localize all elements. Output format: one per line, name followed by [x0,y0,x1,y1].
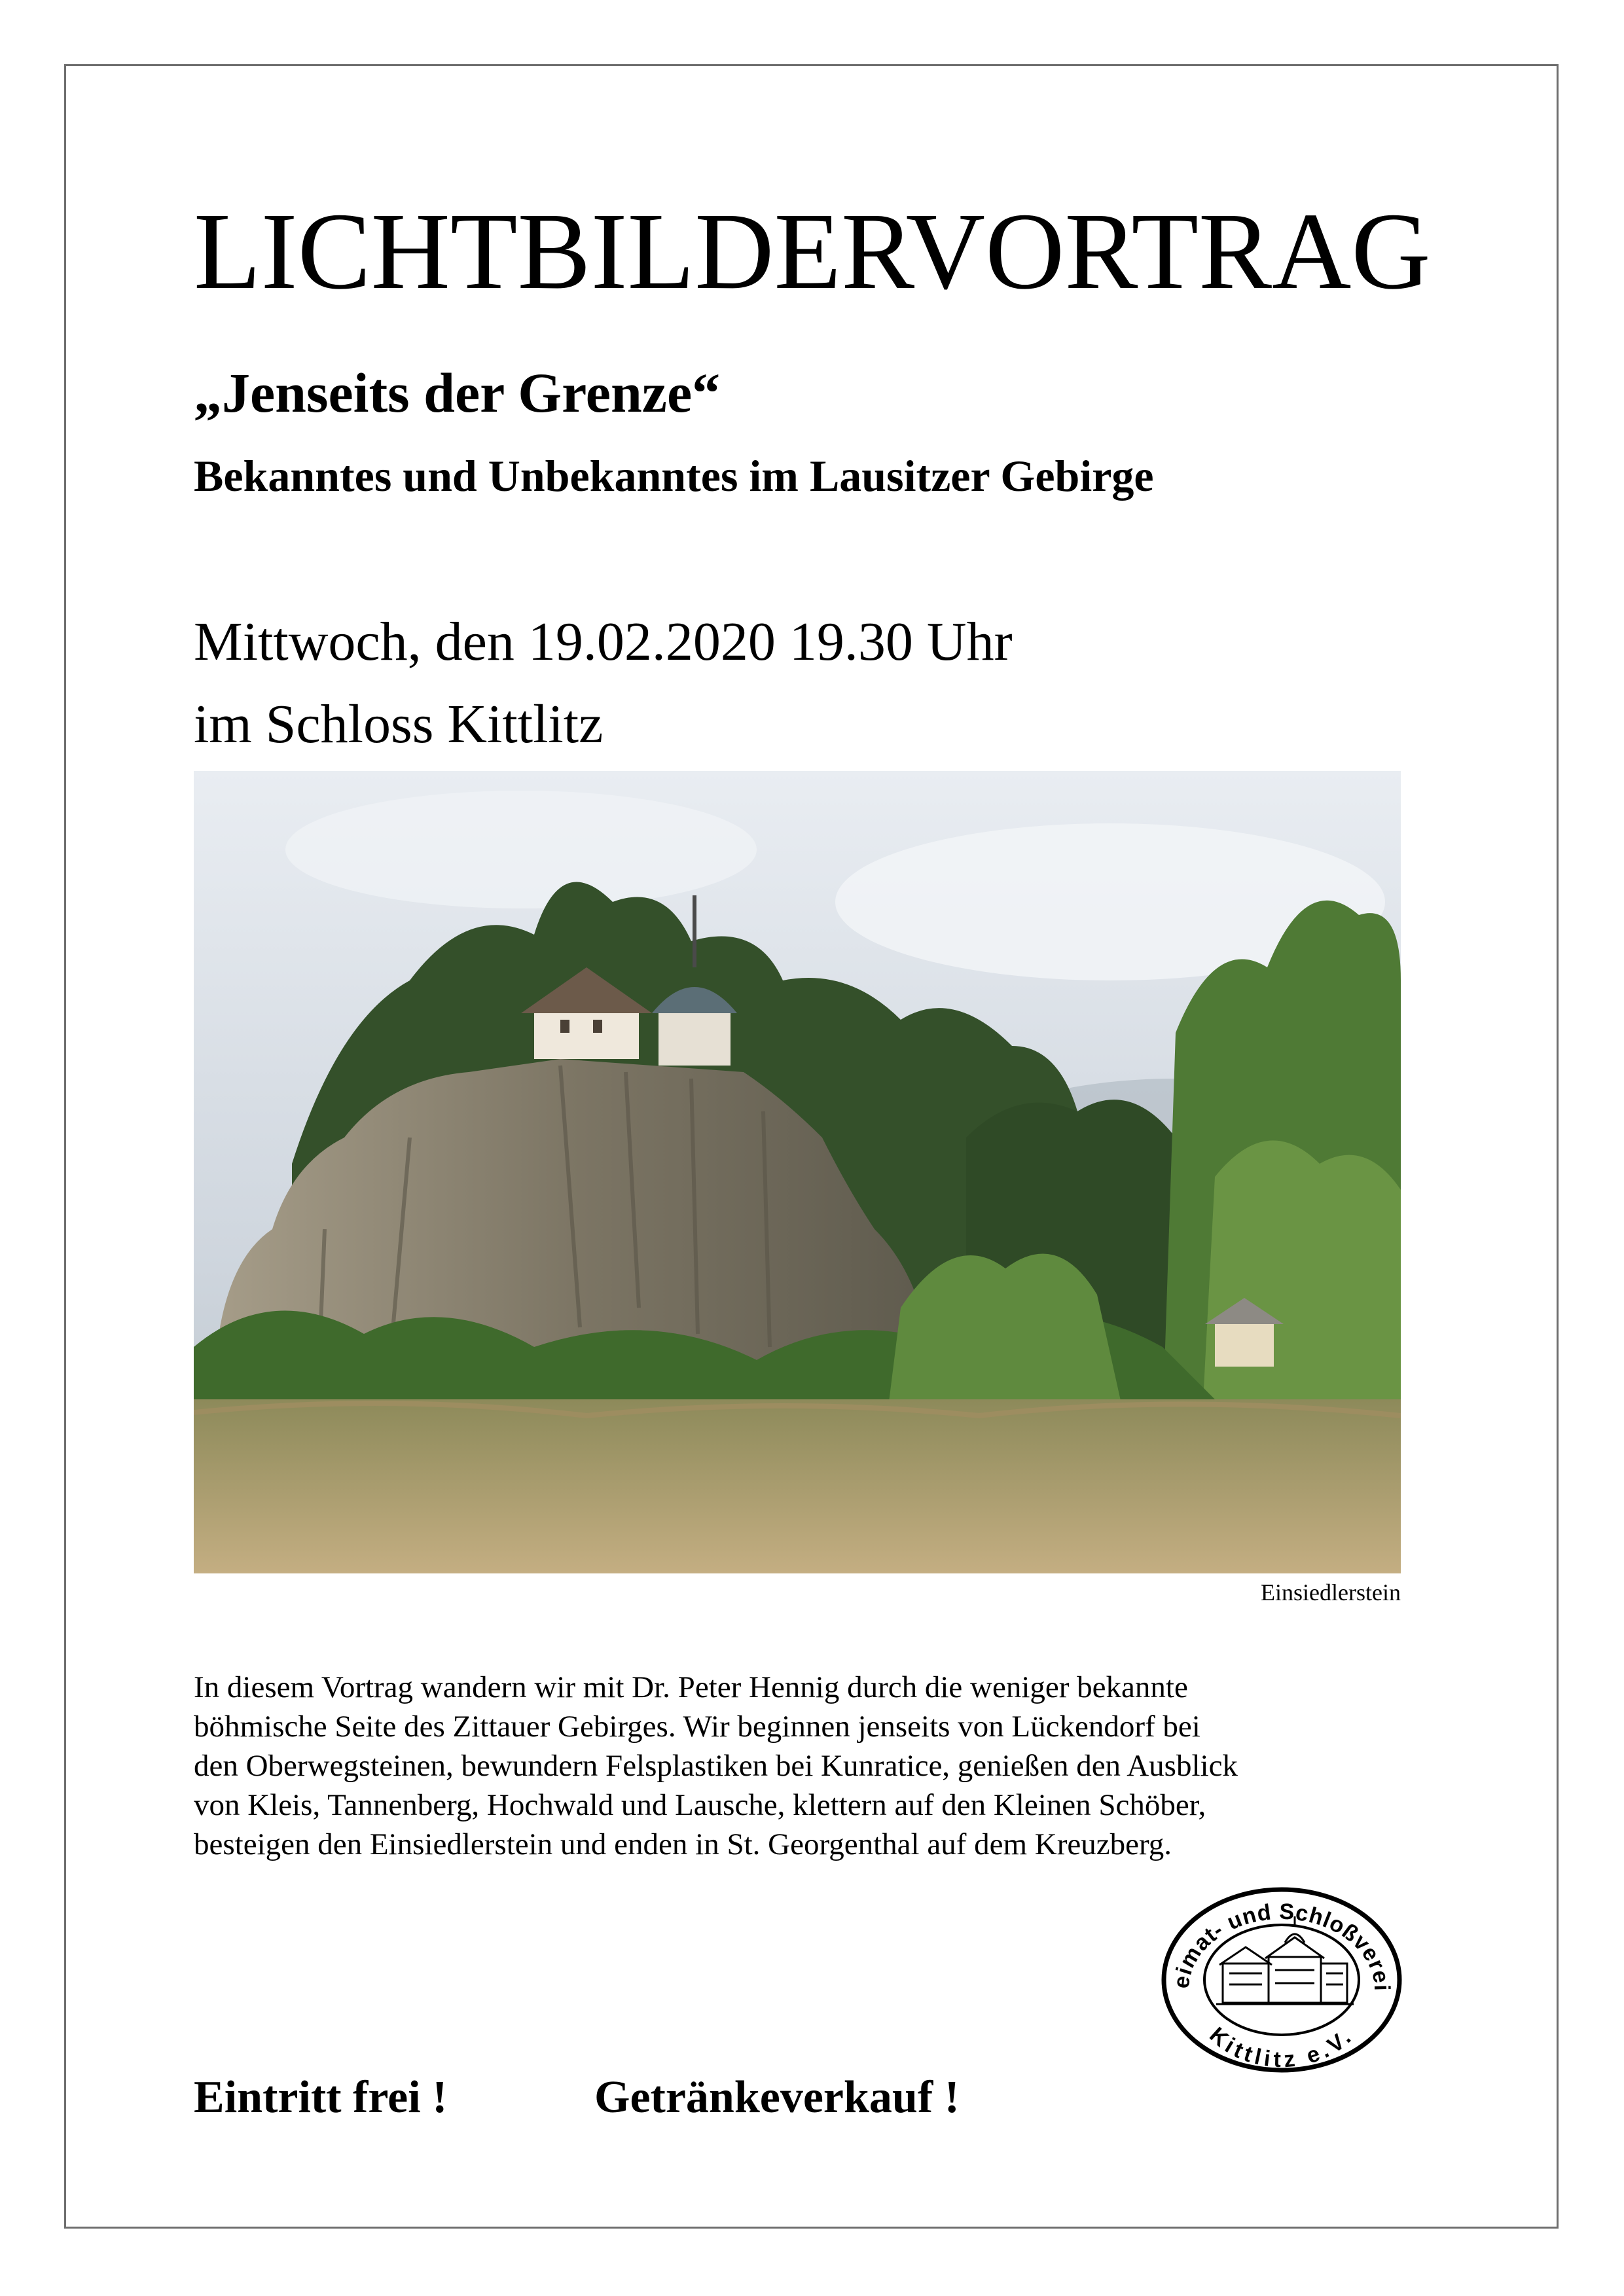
description-line: besteigen den Einsiedlerstein und enden in St. Georgenthal auf dem Kreuzberg. [194,1827,1172,1861]
landscape-photo [194,771,1401,1573]
seal-top-text: eimat- und Schloßverei [1168,1899,1395,1992]
photo-caption: Einsiedlerstein [1261,1579,1401,1605]
description-line: den Oberwegsteinen, bewundern Felsplastiken bei Kunratice, genießen den Ausblick [194,1749,1238,1783]
admission-note: Eintritt frei ! [194,2072,448,2123]
poster-title: LICHTBILDERVORTRAG [194,190,1431,312]
description-line: In diesem Vortrag wandern wir mit Dr. Peter Hennig durch die weniger bekannte [194,1670,1188,1704]
poster-subtitle: „Jenseits der Grenze“ [194,361,721,424]
description-line: von Kleis, Tannenberg, Hochwald und Lausche, klettern auf den Kleinen Schöber, [194,1788,1206,1822]
description-line: böhmische Seite des Zittauer Gebirges. Wir beginnen jenseits von Lückendorf bei [194,1710,1200,1744]
seal-bottom-text: Kittlitz e.V. [1204,2022,1359,2073]
poster-subline: Bekanntes und Unbekanntes im Lausitzer Gebirge [194,451,1154,501]
association-seal [1157,1885,1406,2075]
einsiedlerstein-illustration [194,771,1401,1573]
description [194,1668,1411,1864]
event-venue: im Schloss Kittlitz [194,694,604,755]
event-date: Mittwoch, den 19.02.2020 19.30 Uhr [194,611,1013,672]
drinks-note: Getränkeverkauf ! [594,2072,960,2123]
